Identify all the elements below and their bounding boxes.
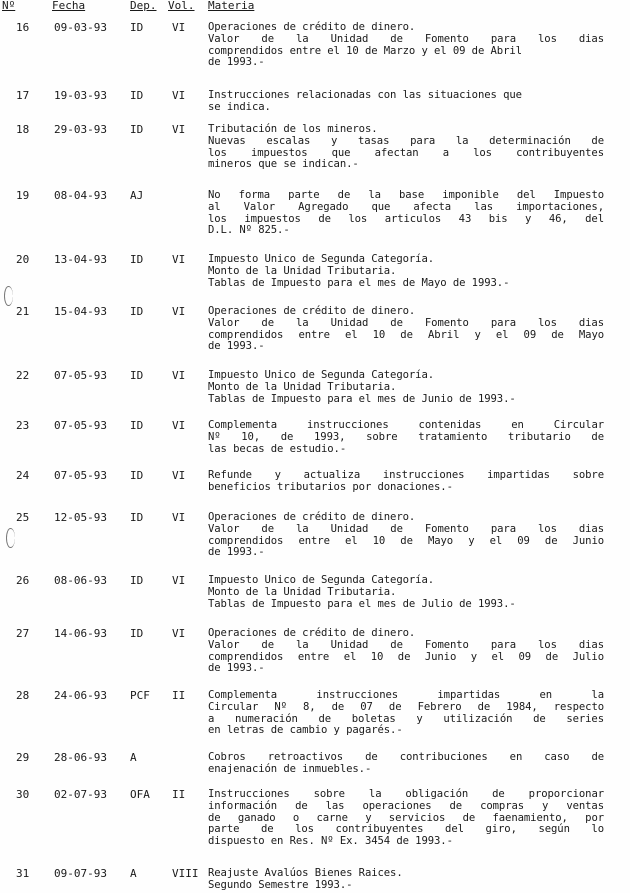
- materia-line: comprendidos entre el 10 de Mayo y el 09 de Junio: [208, 534, 604, 547]
- materia-line: los impuestos que afectan a los contribuyentes: [208, 146, 604, 159]
- materia-line: en letras de cambio y pagarés.-: [208, 724, 403, 737]
- row-materia: [208, 90, 604, 114]
- header-num: Nº: [2, 0, 16, 12]
- row-dep: ID: [130, 305, 144, 318]
- row-number: 22: [16, 369, 30, 382]
- row-number: 30: [16, 788, 30, 801]
- materia-line: Tributación de los mineros.: [208, 123, 378, 135]
- row-fecha: 13-04-93: [54, 253, 107, 266]
- row-number: 26: [16, 574, 30, 587]
- row-vol: VI: [172, 21, 186, 34]
- row-dep: A: [130, 751, 137, 764]
- header-dep: Dep.: [130, 0, 157, 12]
- materia-line: de 1993.-: [208, 546, 265, 559]
- row-dep: ID: [130, 21, 144, 34]
- materia-line: de ganado o carne y servicios de faenamiento, por: [208, 811, 604, 824]
- materia-line: información de las operaciones de compras y ventas: [208, 799, 604, 812]
- materia-line: Operaciones de crédito de dinero.: [208, 21, 416, 33]
- materia-line: dispuesto en Res. Nº Ex. 3454 de 1993.-: [208, 835, 453, 848]
- row-materia: [208, 306, 604, 353]
- row-vol: VI: [172, 369, 186, 382]
- row-fecha: 08-04-93: [54, 189, 107, 202]
- row-fecha: 07-05-93: [54, 419, 107, 432]
- row-vol: VI: [172, 305, 186, 318]
- row-dep: ID: [130, 89, 144, 102]
- row-number: 19: [16, 189, 30, 202]
- materia-line: los impuestos de los articulos 43 bis y 46, del: [208, 212, 604, 225]
- row-number: 31: [16, 867, 30, 880]
- row-dep: ID: [130, 627, 144, 640]
- row-fecha: 09-07-93: [54, 867, 107, 880]
- materia-line: las becas de estudio.-: [208, 442, 347, 455]
- row-dep: ID: [130, 123, 144, 136]
- materia-line: Instrucciones relacionadas con las situaciones que: [208, 89, 522, 101]
- materia-line: mineros que se indican.-: [208, 158, 359, 171]
- row-number: 27: [16, 627, 30, 640]
- materia-line: Valor de la Unidad de Fomento para los dias: [208, 638, 604, 651]
- materia-line: Circular Nº 8, de 07 de Febrero de 1984, respecto: [208, 700, 604, 713]
- row-fecha: 29-03-93: [54, 123, 107, 136]
- row-vol: VI: [172, 123, 186, 136]
- materia-line: Complementa instrucciones contenidas en Circular: [208, 419, 604, 431]
- row-fecha: 24-06-93: [54, 689, 107, 702]
- row-fecha: 14-06-93: [54, 627, 107, 640]
- materia-line: Operaciones de crédito de dinero.: [208, 305, 416, 317]
- materia-line: Refunde y actualiza instrucciones impartidas sobre: [208, 469, 604, 481]
- header-vol: Vol.: [168, 0, 195, 12]
- row-fecha: 07-05-93: [54, 369, 107, 382]
- row-vol: VI: [172, 89, 186, 102]
- materia-line: Valor de la Unidad de Fomento para los dias: [208, 316, 604, 329]
- materia-line: Valor de la Unidad de Fomento para los dias: [208, 32, 604, 45]
- materia-line: Impuesto Unico de Segunda Categoría.: [208, 369, 435, 381]
- row-vol: VI: [172, 511, 186, 524]
- materia-line: No forma parte de la base imponible del Impuesto: [208, 189, 604, 201]
- materia-line: Complementa instrucciones impartidas en la: [208, 689, 604, 701]
- row-fecha: 08-06-93: [54, 574, 107, 587]
- row-fecha: 15-04-93: [54, 305, 107, 318]
- row-number: 28: [16, 689, 30, 702]
- materia-line: beneficios tributarios por donaciones.-: [208, 480, 453, 493]
- row-materia: [208, 190, 604, 237]
- materia-line: Impuesto Unico de Segunda Categoría.: [208, 574, 435, 586]
- row-number: 25: [16, 511, 30, 524]
- row-dep: ID: [130, 369, 144, 382]
- materia-line: se indica.: [208, 100, 271, 113]
- materia-line: Valor de la Unidad de Fomento para los dias: [208, 522, 604, 535]
- row-materia: [208, 575, 604, 610]
- materia-line: parte de los contribuyentes del giro, según lo: [208, 823, 604, 836]
- row-materia: [208, 470, 604, 494]
- materia-line: Monto de la Unidad Tributaria.: [208, 585, 397, 598]
- row-materia: [208, 789, 604, 848]
- row-dep: A: [130, 867, 137, 880]
- materia-line: Monto de la Unidad Tributaria.: [208, 380, 397, 393]
- row-fecha: 09-03-93: [54, 21, 107, 34]
- materia-line: Reajuste Avalúos Bienes Raices.: [208, 867, 403, 879]
- header-materia: Materia: [208, 0, 255, 12]
- materia-line: Impuesto Unico de Segunda Categoría.: [208, 253, 435, 265]
- row-dep: ID: [130, 419, 144, 432]
- row-number: 17: [16, 89, 30, 102]
- row-vol: VI: [172, 253, 186, 266]
- materia-line: Cobros retroactivos de contribuciones en caso de: [208, 751, 604, 763]
- materia-line: Nº 10, de 1993, sobre tratamiento tributario de: [208, 430, 604, 443]
- materia-line: Tablas de Impuesto para el mes de Junio de 1993.-: [208, 392, 516, 405]
- materia-line: comprendidos entre el 10 de Abril y el 09 de Mayo: [208, 328, 604, 341]
- scan-mark: [6, 528, 15, 548]
- materia-line: de 1993.-: [208, 340, 265, 353]
- row-fecha: 12-05-93: [54, 511, 107, 524]
- row-number: 18: [16, 123, 30, 136]
- row-materia: [208, 868, 604, 892]
- materia-line: D.L. Nº 825.-: [208, 224, 290, 237]
- row-vol: VI: [172, 627, 186, 640]
- row-vol: II: [172, 689, 186, 702]
- materia-line: Operaciones de crédito de dinero.: [208, 627, 416, 639]
- row-materia: [208, 752, 604, 776]
- row-materia: [208, 628, 604, 675]
- row-materia: [208, 420, 604, 455]
- row-number: 21: [16, 305, 30, 318]
- row-fecha: 19-03-93: [54, 89, 107, 102]
- row-fecha: 28-06-93: [54, 751, 107, 764]
- row-dep: PCF: [130, 689, 150, 702]
- materia-line: comprendidos entre el 10 de Junio y el 09 de Julio: [208, 650, 604, 663]
- materia-line: de 1993.-: [208, 56, 265, 69]
- row-dep: OFA: [130, 788, 150, 801]
- row-materia: [208, 690, 604, 737]
- row-materia: [208, 254, 604, 289]
- row-dep: ID: [130, 253, 144, 266]
- row-vol: II: [172, 788, 186, 801]
- scan-mark: [4, 286, 13, 306]
- row-number: 16: [16, 21, 30, 34]
- row-dep: ID: [130, 574, 144, 587]
- row-materia: [208, 512, 604, 559]
- row-number: 29: [16, 751, 30, 764]
- materia-line: Operaciones de crédito de dinero.: [208, 511, 416, 523]
- materia-line: a numeración de boletas y utilización de series: [208, 712, 604, 725]
- row-materia: [208, 124, 604, 171]
- materia-line: Segundo Semestre 1993.-: [208, 878, 353, 891]
- row-dep: AJ: [130, 189, 144, 202]
- row-materia: [208, 370, 604, 405]
- materia-line: Nuevas escalas y tasas para la determinación de: [208, 134, 604, 147]
- materia-line: al Valor Agregado que afecta las importaciones,: [208, 200, 604, 213]
- row-fecha: 02-07-93: [54, 788, 107, 801]
- row-vol: VI: [172, 574, 186, 587]
- row-dep: ID: [130, 511, 144, 524]
- materia-line: comprendidos entre el 10 de Marzo y el 09 de Abril: [208, 44, 522, 57]
- materia-line: Monto de la Unidad Tributaria.: [208, 264, 397, 277]
- materia-line: enajenación de inmuebles.-: [208, 762, 372, 775]
- row-dep: ID: [130, 469, 144, 482]
- materia-line: Tablas de Impuesto para el mes de Mayo de 1993.-: [208, 276, 510, 289]
- header-fecha: Fecha: [52, 0, 86, 12]
- row-materia: [208, 22, 604, 69]
- materia-line: Instrucciones sobre la obligación de proporcionar: [208, 788, 604, 800]
- row-fecha: 07-05-93: [54, 469, 107, 482]
- row-vol: VI: [172, 419, 186, 432]
- materia-line: Tablas de Impuesto para el mes de Julio de 1993.-: [208, 597, 516, 610]
- row-vol: VI: [172, 469, 186, 482]
- row-number: 23: [16, 419, 30, 432]
- row-number: 20: [16, 253, 30, 266]
- materia-line: de 1993.-: [208, 662, 265, 675]
- table-header: [0, 0, 630, 14]
- row-number: 24: [16, 469, 30, 482]
- row-vol: VIII: [172, 867, 199, 880]
